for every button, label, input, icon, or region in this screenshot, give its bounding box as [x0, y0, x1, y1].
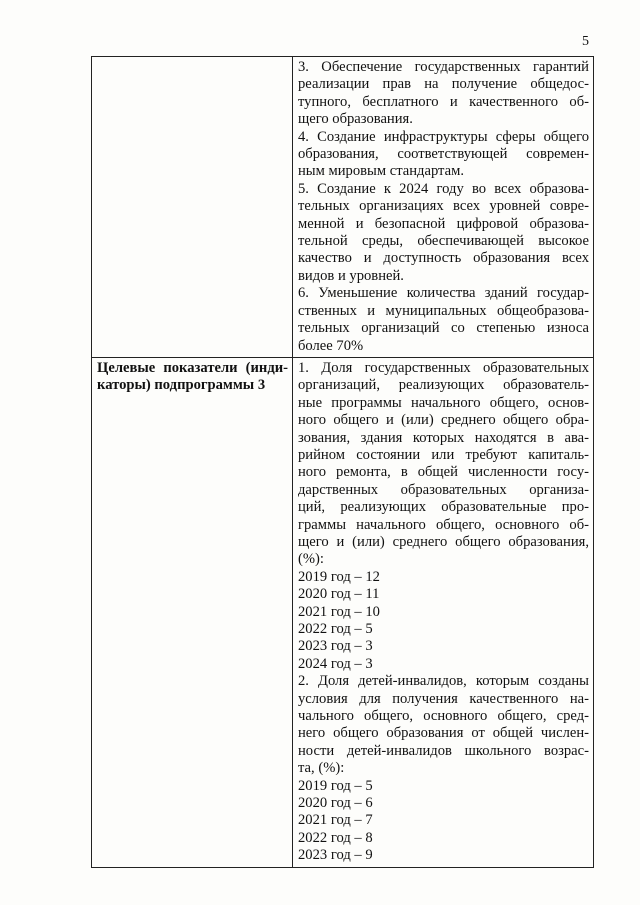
subprogram-passport-table	[91, 56, 594, 868]
text-line: зования, здания которых находятся в ава-	[298, 429, 589, 446]
text-line: тельных организаций со степенью износа	[298, 320, 589, 337]
year-value-line: 2021 год – 7	[298, 812, 373, 829]
row-label-empty	[92, 57, 293, 358]
year-value-line: 2020 год – 6	[298, 795, 373, 812]
text-line: ные программы начального общего, основ-	[298, 394, 589, 411]
text-line: дарственных образовательных организа-	[298, 481, 589, 498]
year-value-line: 2022 год – 5	[298, 621, 373, 637]
year-value-line: 2019 год – 12	[298, 568, 380, 585]
text-line: тельной среды, обеспечивающей высокое	[298, 233, 589, 250]
text-line: ций, реализующих образовательные про-	[298, 499, 589, 516]
text-line: образования, соответствующей современ-	[298, 146, 589, 163]
text-line: 1. Доля государственных образовательных	[298, 359, 589, 376]
year-value-line: 2023 год – 3	[298, 638, 373, 655]
text-line: 5. Создание к 2024 году во всех образова-	[298, 180, 589, 197]
text-line: 6. Уменьшение количества зданий государ-	[298, 285, 589, 302]
text-line: 2. Доля детей-инвалидов, которым созданы	[298, 673, 589, 690]
text-line: видов и уровней.	[298, 267, 404, 284]
text-line: условия для получения качественного на-	[298, 690, 589, 707]
year-value-line: 2022 год – 8	[298, 829, 373, 846]
text-line: ным мировым стандартам.	[298, 163, 464, 180]
label-line: каторы) подпрограммы 3	[97, 377, 266, 394]
text-line: чального общего, основного общего, сред-	[298, 708, 589, 725]
indicators-text	[293, 357, 594, 867]
text-line: организаций, реализующих образователь-	[298, 377, 589, 394]
text-line: качество и доступность образования всех	[298, 250, 589, 267]
text-line: ственных и муниципальных общеобразова-	[298, 302, 589, 319]
text-line: менной и безопасной цифровой образова-	[298, 215, 589, 232]
table-row-indicators	[92, 357, 594, 867]
row-label-indicators	[92, 357, 293, 867]
year-value-line: 2023 год – 9	[298, 847, 373, 864]
text-line: граммы начального общего, основного об-	[298, 516, 589, 533]
text-line: щего образования.	[298, 111, 413, 128]
year-value-line: 2019 год – 5	[298, 777, 373, 794]
text-line: 4. Создание инфраструктуры сферы общего	[298, 128, 589, 145]
label-line: Целевые показатели (инди-	[97, 359, 288, 376]
text-line: тупного, бесплатного и качественного об-	[298, 93, 589, 110]
text-line: него общего образования от общей числен-	[298, 725, 589, 742]
text-line: тельных организациях всех уровней совре-	[298, 198, 589, 215]
year-value-line: 2024 год – 3	[298, 655, 373, 672]
text-line: ного ремонта, в общей численности госу-	[298, 464, 589, 481]
text-line: реализации прав на получение общедос-	[298, 76, 589, 93]
table-row-tasks	[92, 57, 594, 358]
text-line: 3. Обеспечение государственных гарантий	[298, 59, 589, 75]
tasks-text	[293, 57, 594, 358]
text-line: ности детей-инвалидов школьного возрас-	[298, 742, 589, 759]
text-line: ного общего и (или) среднего общего обра-	[298, 412, 589, 429]
year-value-line: 2020 год – 11	[298, 586, 380, 603]
page-number: 5	[582, 34, 589, 49]
text-line: щего и (или) среднего общего образования,	[298, 533, 589, 550]
year-value-line: 2021 год – 10	[298, 603, 380, 620]
text-line: та, (%):	[298, 760, 345, 777]
text-line: (%):	[298, 551, 324, 568]
text-line: более 70%	[298, 337, 364, 354]
text-line: рийном состоянии или требуют капиталь-	[298, 446, 589, 463]
